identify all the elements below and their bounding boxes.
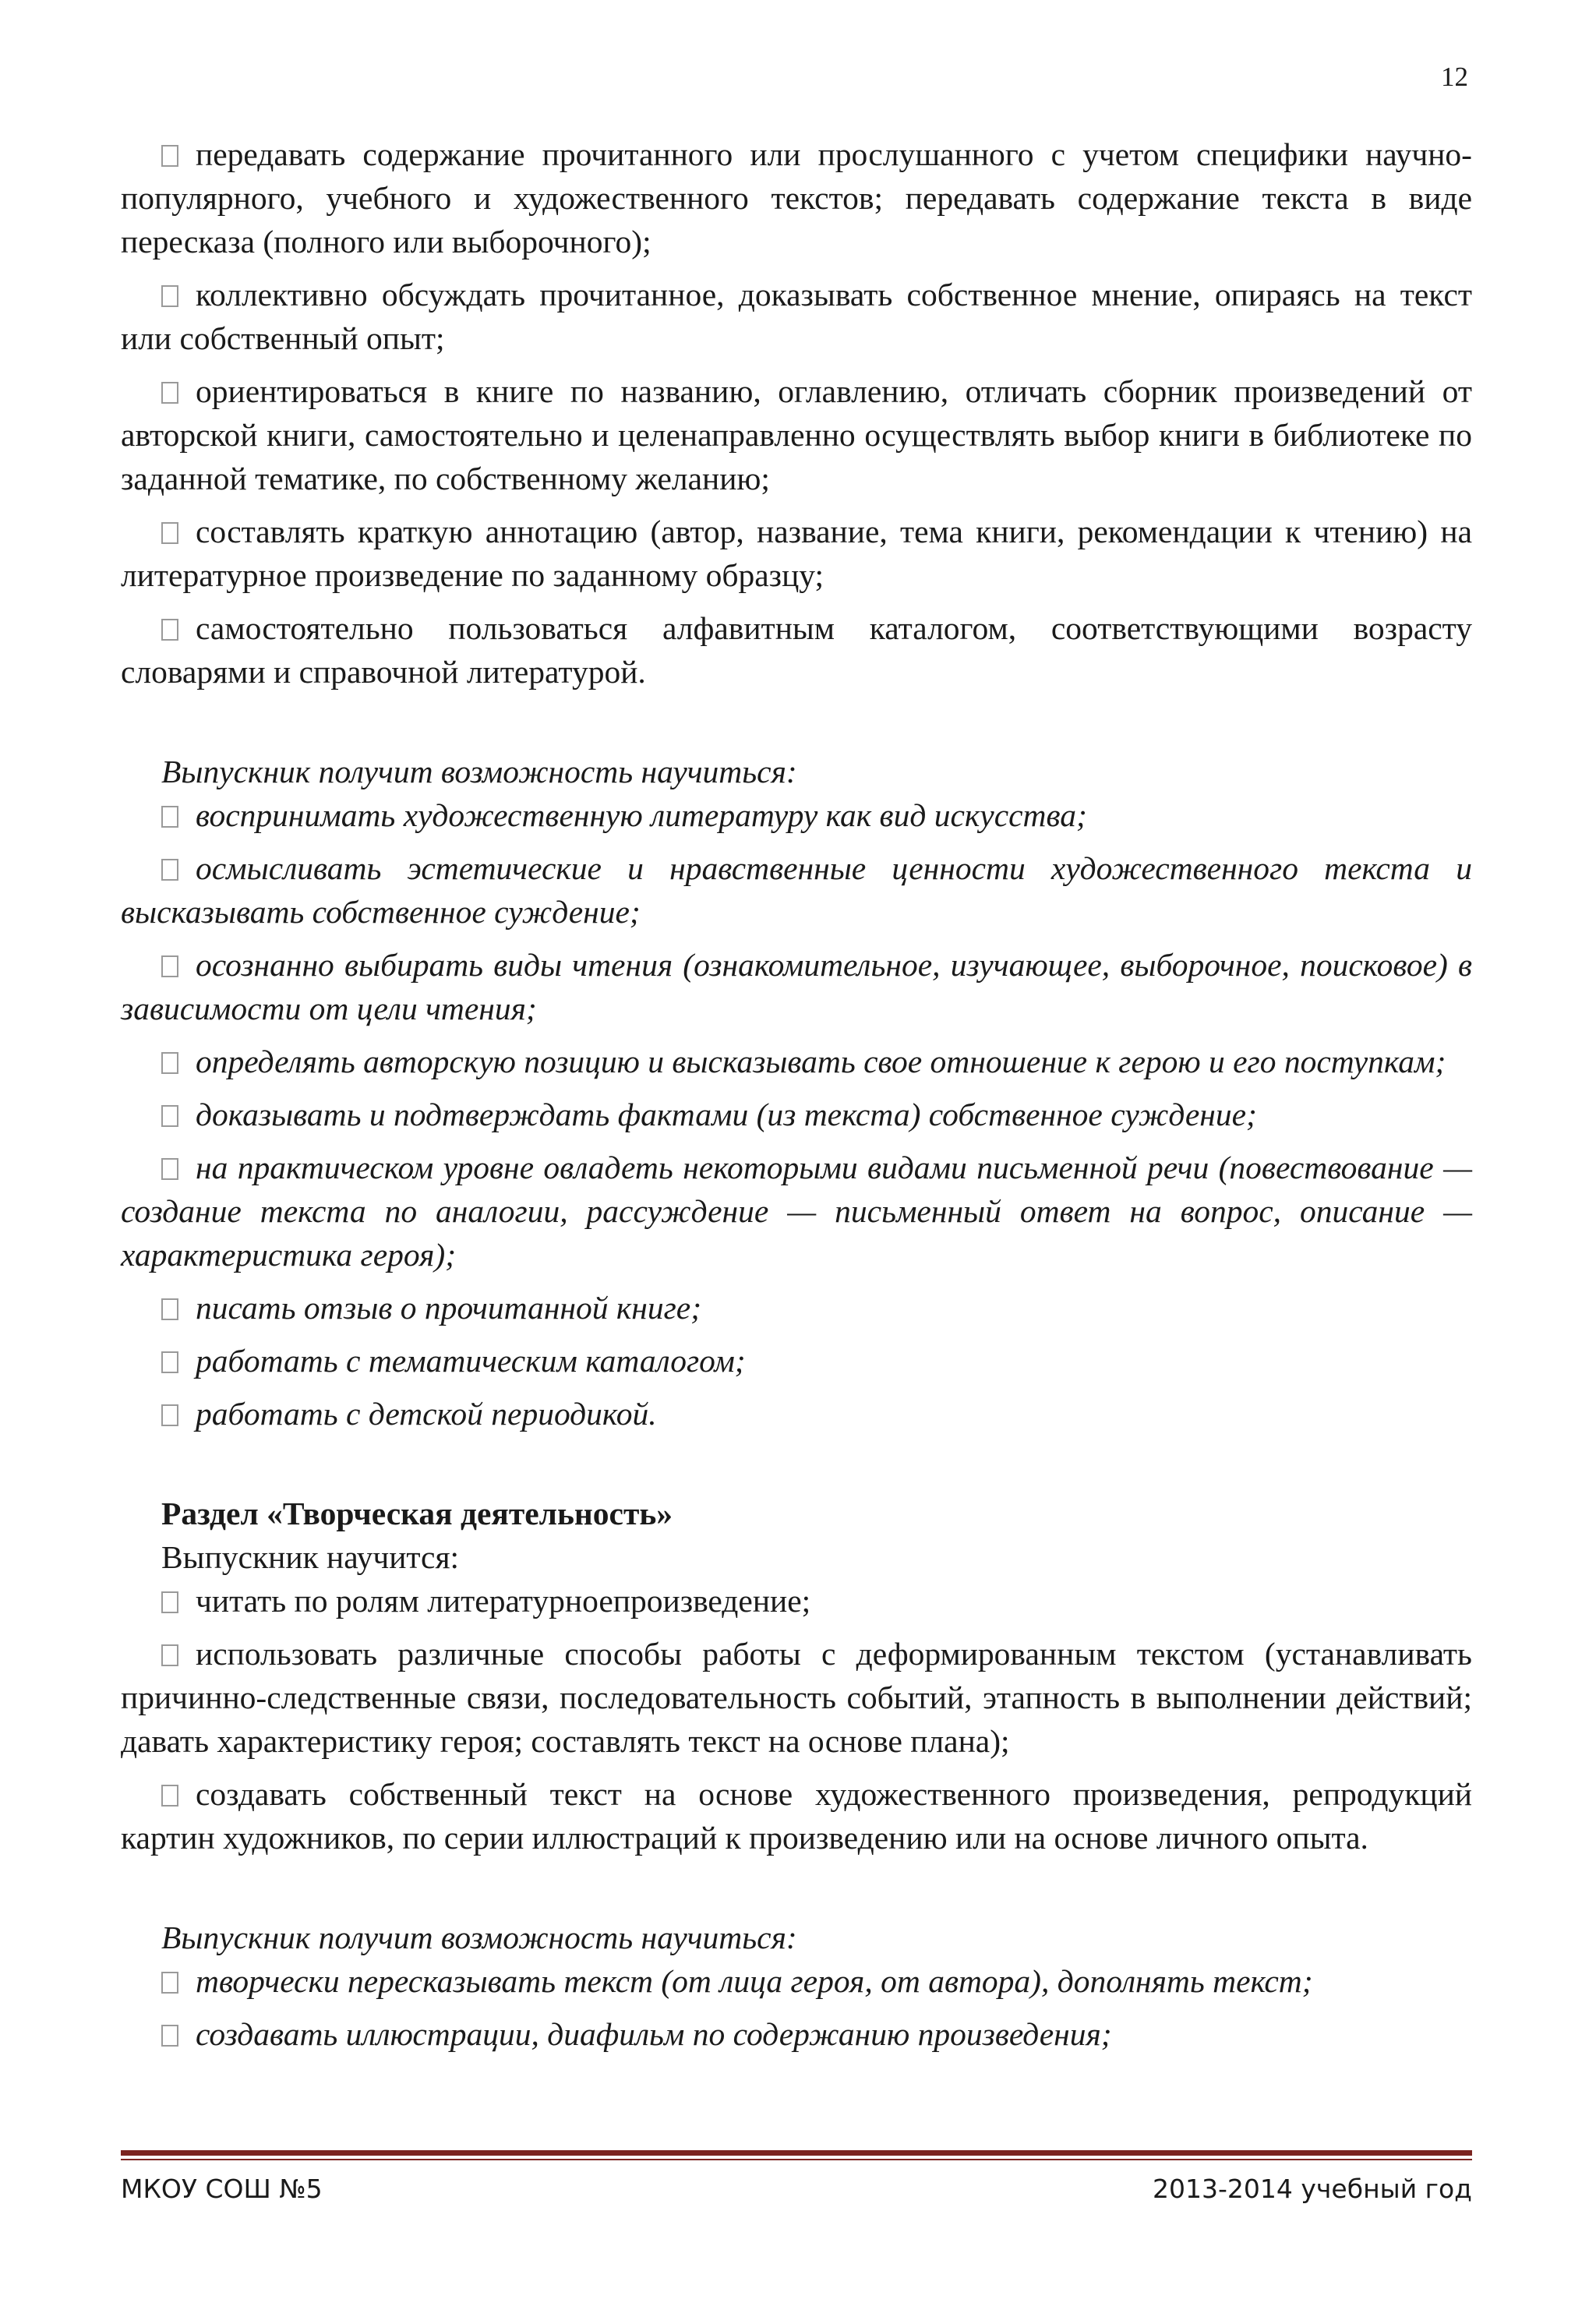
list-item: читать по ролям литературноепроизведение; [121, 1579, 1472, 1623]
opportunity-intro: Выпускник получит возможность научиться: [161, 1920, 797, 1955]
opportunity-intro: Выпускник получит возможность научиться: [161, 754, 797, 789]
bullet-box-icon [161, 1298, 178, 1320]
section2-opportunity [121, 1916, 1472, 2056]
bullet-box-icon [161, 1052, 178, 1074]
list-item: работать с тематическим каталогом; [121, 1339, 1472, 1383]
list-item: воспринимать художественную литературу как вид искусства; [121, 793, 1472, 837]
bullet-box-icon [161, 285, 178, 307]
bullet-box-icon [161, 1158, 178, 1180]
bullet-box-icon [161, 619, 178, 641]
list-item: передавать содержание прочитанного или прослушанного с учетом специфики научно-популярного, учебного и художественного текстов; передавать содержание текста в виде пересказа (полного или выборочного); [121, 136, 1472, 260]
list-item: самостоятельно пользоваться алфавитным каталогом, соответствующими возрасту словарями и справочной литературой. [121, 610, 1472, 690]
list-item: работать с детской периодикой. [121, 1392, 1472, 1436]
section1-opportunity [121, 750, 1472, 1436]
footer-school: МКОУ СОШ №5 [121, 2174, 323, 2204]
section1-list [121, 132, 1472, 694]
footer-year: 2013-2014 учебный год [1153, 2174, 1472, 2204]
footer-divider [121, 2150, 1472, 2156]
bullet-box-icon [161, 1785, 178, 1807]
page-content [121, 132, 1472, 2065]
bullet-box-icon [161, 2025, 178, 2047]
spacer [121, 1869, 1472, 1916]
bullet-box-icon [161, 382, 178, 404]
list-item: составлять краткую аннотацию (автор, название, тема книги, рекомендации к чтению) на литературное произведение по заданному образцу; [121, 514, 1472, 593]
list-item: создавать иллюстрации, диафильм по содержанию произведения; [121, 2012, 1472, 2056]
list-item: осмысливать эстетические и нравственные ценности художественного текста и высказывать собственное суждение; [121, 850, 1472, 930]
section-heading: Раздел «Творческая деятельность» [161, 1496, 673, 1531]
list-item: определять авторскую позицию и высказывать свое отношение к герою и его поступкам; [121, 1040, 1472, 1083]
list-item: доказывать и подтверждать фактами (из текста) собственное суждение; [121, 1093, 1472, 1136]
list-item: осознанно выбирать виды чтения (ознакомительное, изучающее, выборочное, поисковое) в зависимости от цели чтения; [121, 947, 1472, 1026]
list-item: ориентироваться в книге по названию, оглавлению, отличать сборник произведений от авторской книги, самостоятельно и целенаправленно осуществлять выбор книги в библиотеке по заданной тематике, по собственному желанию; [121, 373, 1472, 496]
list-item: коллективно обсуждать прочитанное, доказывать собственное мнение, опираясь на текст или собственный опыт; [121, 277, 1472, 356]
section2 [121, 1492, 1472, 1860]
bullet-box-icon [161, 1351, 178, 1373]
list-item: создавать собственный текст на основе художественного произведения, репродукций картин художников, по серии иллюстраций к произведению или на основе личного опыта. [121, 1776, 1472, 1856]
bullet-box-icon [161, 145, 178, 167]
list-item: использовать различные способы работы с деформированным текстом (устанавливать причинно-следственные связи, последовательность событий, этапность в выполнении действий; давать характеристику героя; составлять текст на основе плана); [121, 1636, 1472, 1759]
spacer [121, 1445, 1472, 1492]
bullet-box-icon [161, 522, 178, 544]
bullet-box-icon [161, 1644, 178, 1666]
bullet-box-icon [161, 1404, 178, 1426]
page-number: 12 [1441, 62, 1468, 92]
footer-divider-thin [121, 2159, 1472, 2160]
spacer [121, 703, 1472, 750]
bullet-box-icon [161, 1591, 178, 1613]
bullet-box-icon [161, 806, 178, 828]
list-item: писать отзыв о прочитанной книге; [121, 1286, 1472, 1330]
bullet-box-icon [161, 955, 178, 977]
list-item: на практическом уровне овладеть некоторыми видами письменной речи (повествование — создание текста по аналогии, рассуждение — письменный ответ на вопрос, описание — характеристика героя); [121, 1150, 1472, 1273]
bullet-box-icon [161, 1972, 178, 1994]
list-item: творчески пересказывать текст (от лица героя, от автора), дополнять текст; [121, 1959, 1472, 2003]
bullet-box-icon [161, 859, 178, 881]
section-intro: Выпускник научится: [161, 1539, 460, 1575]
bullet-box-icon [161, 1105, 178, 1127]
